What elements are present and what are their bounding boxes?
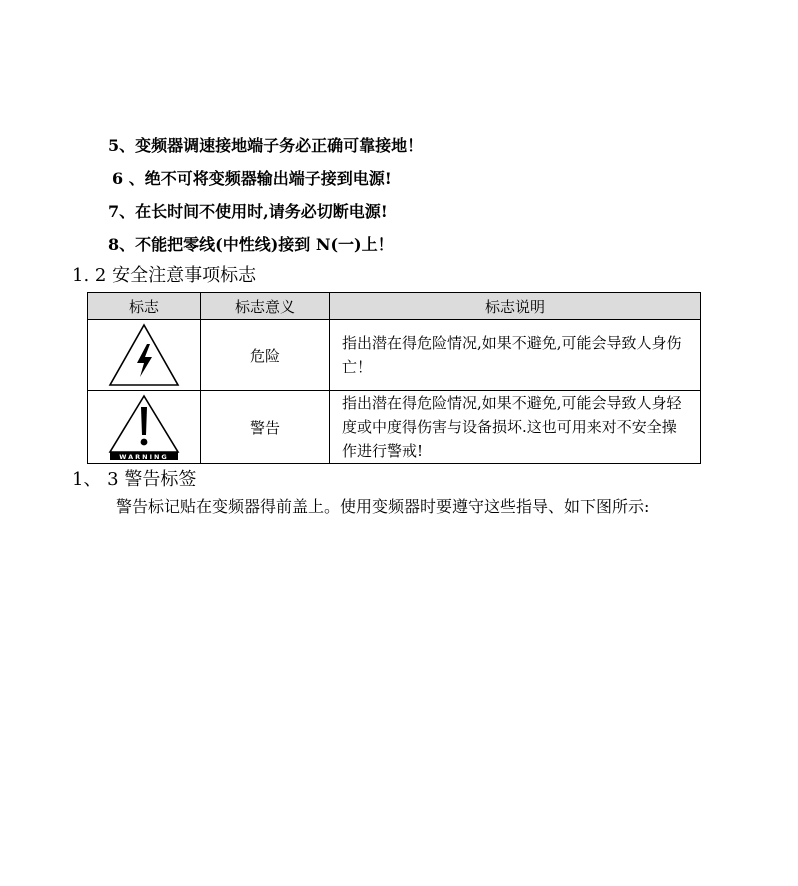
description-cell: 指出潜在得危险情况,如果不避免,可能会导致人身伤亡！ — [330, 320, 701, 391]
description-cell: 指出潜在得危险情况,如果不避免,可能会导致人身轻度或中度得伤害与设备损坏.这也可用来对不安全操作进行警戒! — [330, 391, 701, 464]
table-row — [88, 391, 701, 464]
warning-exclamation-icon — [106, 393, 182, 461]
item-7: 7、在长时间不使用时,请务必切断电源! — [108, 202, 388, 221]
table-header-row — [88, 293, 701, 320]
high-voltage-icon — [107, 322, 181, 388]
body-paragraph-text: 警告标记贴在变频器得前盖上。使用变频器时要遵守这些指导、如下图所示: — [116, 497, 650, 516]
body-paragraph — [72, 493, 722, 520]
header-description: 标志说明 — [330, 293, 701, 320]
warning-label: WARNING — [119, 453, 169, 461]
item-8: 8、不能把零线(中性线)接到 N(一)上！ — [108, 235, 394, 254]
header-symbol: 标志 — [88, 293, 201, 320]
section-heading-1-3: 1、 3 警告标签 — [72, 469, 197, 490]
meaning-cell: 警告 — [201, 391, 330, 464]
section-heading-1-2: 1. 2 安全注意事项标志 — [72, 265, 257, 286]
symbol-cell — [88, 320, 201, 391]
meaning-cell: 危险 — [201, 320, 330, 391]
item-5: 5、变频器调速接地端子务必正确可靠接地！ — [108, 136, 424, 155]
safety-symbol-table — [87, 292, 701, 464]
table-row — [88, 320, 701, 391]
symbol-cell — [88, 391, 201, 464]
item-6: 6 、绝不可将变频器输出端子接到电源! — [112, 169, 392, 188]
header-meaning: 标志意义 — [201, 293, 330, 320]
